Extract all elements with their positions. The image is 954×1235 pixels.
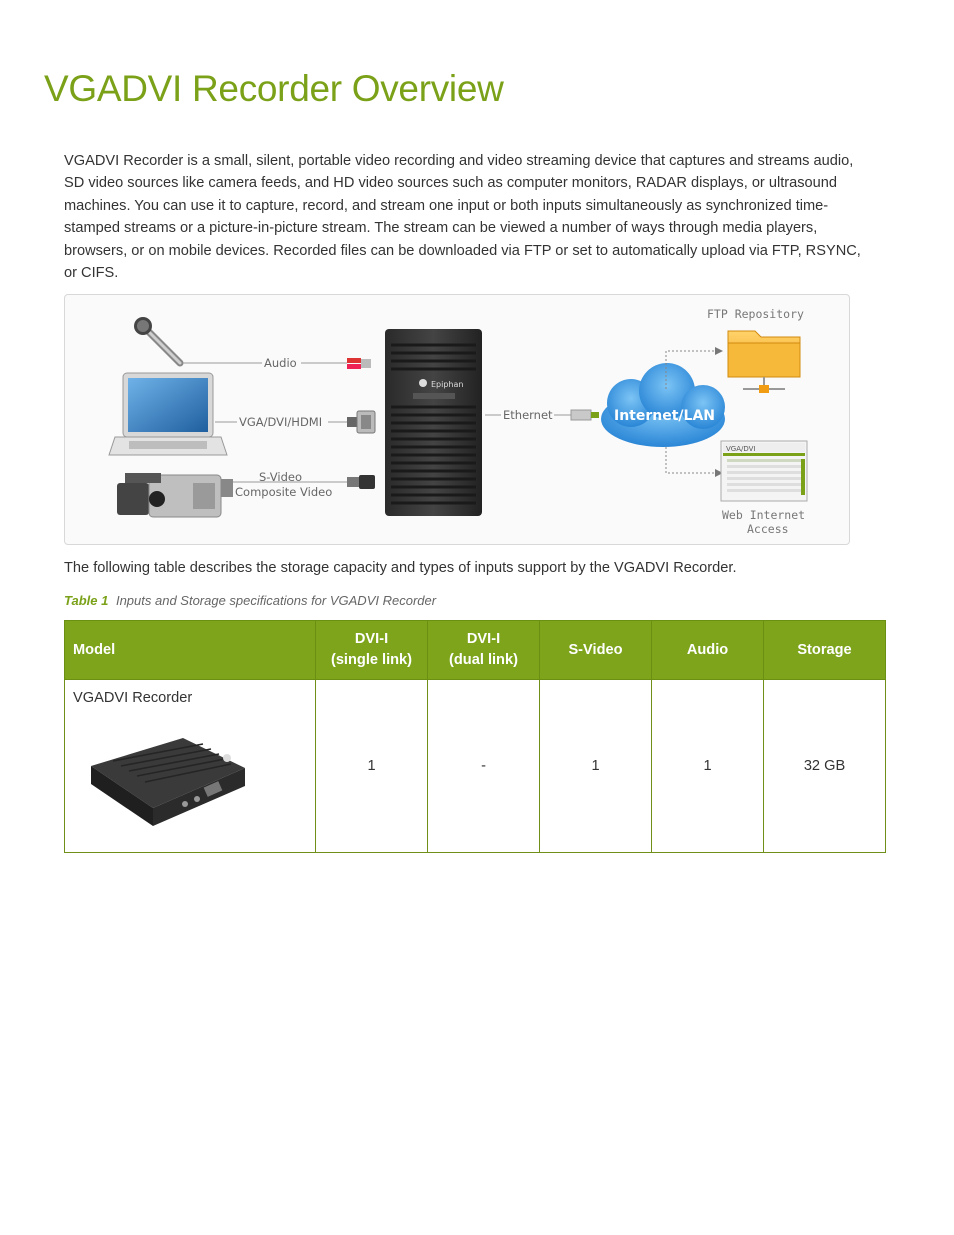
header-dvi-dual-line2: (dual link) — [449, 652, 518, 668]
table-caption — [64, 593, 436, 608]
cell-audio: 1 — [652, 680, 764, 853]
laptop-icon — [109, 373, 227, 455]
cell-model-name: VGADVI Recorder — [73, 690, 193, 706]
folder-icon — [728, 331, 800, 393]
cell-storage: 32 GB — [764, 680, 886, 853]
web-label-line2: Access — [747, 522, 789, 536]
recorder-product-image — [73, 716, 251, 834]
header-svideo: S-Video — [540, 621, 652, 680]
table-row — [65, 680, 886, 853]
table-intro: The following table describes the storage capacity and types of inputs support by the VGADVI Recorder. — [64, 560, 737, 576]
table-caption-text: Inputs and Storage specifications for VGADVI Recorder — [115, 593, 437, 608]
svideo-plug-icon — [347, 475, 375, 489]
audio-label: Audio — [264, 356, 297, 370]
header-dvi-dual — [428, 621, 540, 680]
web-label-line1: Web Internet — [722, 508, 806, 522]
cell-dvi-single: 1 — [316, 680, 428, 853]
header-audio: Audio — [652, 621, 764, 680]
recorder-device-icon — [385, 329, 482, 516]
header-model: Model — [65, 621, 316, 680]
vga-label: VGA/DVI/HDMI — [239, 415, 323, 429]
web-screen-logo: VGA/DVI — [726, 445, 756, 453]
spec-table — [64, 620, 886, 853]
web-page-icon — [721, 441, 807, 501]
header-dvi-single-line1: DVI-I — [354, 631, 389, 647]
header-storage: Storage — [764, 621, 886, 680]
microphone-icon — [134, 317, 180, 363]
device-brand-label: Epiphan — [431, 380, 464, 389]
cloud-label: Internet/LAN — [614, 408, 716, 424]
cell-svideo: 1 — [540, 680, 652, 853]
cloud-icon — [601, 363, 725, 447]
ethernet-plug-icon — [571, 410, 599, 420]
dvi-connector-icon — [347, 411, 375, 433]
connection-diagram — [64, 294, 850, 545]
header-dvi-single-line2: (single link) — [330, 652, 413, 668]
header-dvi-dual-line1: DVI-I — [466, 631, 501, 647]
cell-model — [65, 680, 316, 853]
svideo-label: S-Video — [259, 470, 302, 484]
diagram-svg — [65, 295, 849, 544]
ethernet-label: Ethernet — [503, 408, 553, 422]
ftp-label: FTP Repository — [707, 307, 804, 321]
table-caption-number: Table 1 — [64, 593, 109, 608]
page-title: VGADVI Recorder Overview — [44, 68, 504, 109]
table-header-row — [65, 621, 886, 680]
intro-paragraph: VGADVI Recorder is a small, silent, portable video recording and video streaming device that captures and streams audio, SD video sources like camera feeds, and HD video sources such as computer monitors, RADAR displays, or ultrasound machines. You can use it to capture, record, and stream one input or both inputs simultaneously as synchronized time-stamped streams or a picture-in-picture stream. The stream can be viewed a number of ways through media players, browsers, or on mobile devices. Recorded files can be downloaded via FTP or set to automatically upload via FTP, RSYNC, or CIFS. — [64, 153, 861, 282]
header-dvi-single — [316, 621, 428, 680]
cell-dvi-dual: - — [428, 680, 540, 853]
audio-plug-icon — [347, 358, 371, 369]
video-camera-icon — [117, 473, 233, 517]
composite-label: Composite Video — [235, 485, 333, 499]
